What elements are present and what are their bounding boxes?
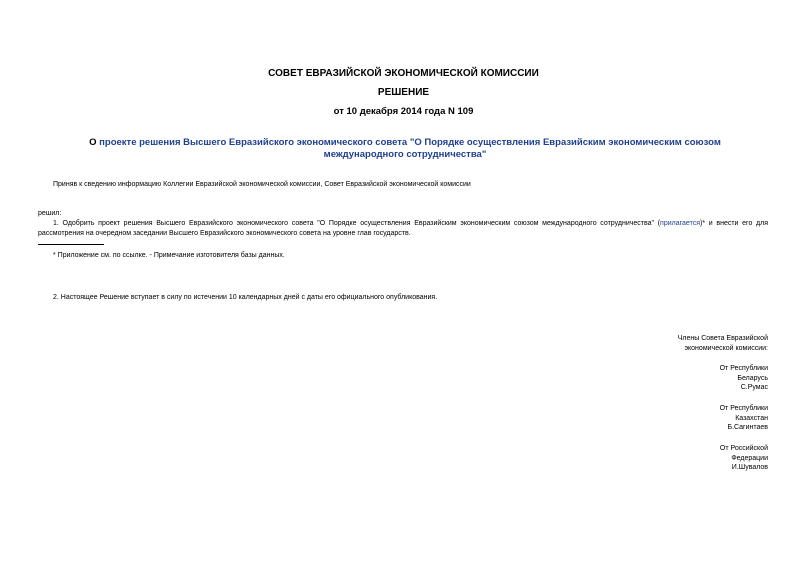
item-1-paragraph bbox=[38, 219, 768, 239]
signature-russia-name: И.Шувалов bbox=[731, 464, 768, 472]
decision-date: от 10 декабря 2014 года N 109 bbox=[333, 106, 474, 117]
signature-belarus-line-1: От Республики bbox=[719, 365, 768, 372]
decision-title: РЕШЕНИЕ bbox=[377, 87, 430, 98]
signature-belarus-line-2: Беларусь bbox=[737, 374, 768, 382]
footnote: * Приложение см. по ссылке. - Примечание изготовителя базы данных. bbox=[53, 252, 285, 259]
signature-kazakhstan-line-2: Казахстан bbox=[735, 414, 768, 422]
signature-belarus bbox=[568, 364, 768, 393]
members-heading bbox=[568, 334, 768, 353]
council-title: СОВЕТ ЕВРАЗИЙСКОЙ ЭКОНОМИЧЕСКОЙ КОМИССИИ bbox=[268, 68, 539, 79]
signature-russia-line-2: Федерации bbox=[731, 454, 768, 462]
resolved-label: решил: bbox=[38, 210, 62, 217]
heading-prefix: О bbox=[89, 137, 100, 148]
members-line-2: экономической комиссии: bbox=[684, 344, 768, 352]
intro-paragraph: Приняв к сведению информацию Коллегии Евразийской экономической комиссии, Совет Евразийской экономической комиссии bbox=[53, 181, 471, 188]
signature-russia bbox=[568, 444, 768, 473]
signature-russia-line-1: От Российской bbox=[719, 445, 768, 452]
signature-belarus-name: С.Румас bbox=[740, 384, 768, 392]
attachment-link[interactable]: прилагается bbox=[660, 220, 700, 227]
item-1-text-after: )* и внести его для рассмотрения на очередном заседании Высшего Евразийского экономического совета на уровне глав государств. bbox=[38, 220, 768, 237]
signature-kazakhstan bbox=[568, 404, 768, 433]
footnote-divider bbox=[38, 244, 104, 245]
document-heading bbox=[60, 137, 750, 161]
item-2-paragraph: 2. Настоящее Решение вступает в силу по истечении 10 календарных дней с даты его официального опубликования. bbox=[53, 294, 438, 301]
signature-kazakhstan-name: Б.Сагинтаев bbox=[727, 424, 768, 432]
signature-kazakhstan-line-1: От Республики bbox=[719, 405, 768, 412]
members-line-1: Члены Совета Евразийской bbox=[677, 335, 768, 342]
draft-decision-link[interactable]: проекте решения Высшего Евразийского экономического совета "О Порядке осуществления Евразийским экономическим союзом международного сотрудничества" bbox=[99, 137, 721, 160]
item-1-text-before: 1. Одобрить проект решения Высшего Евразийского экономического совета "О Порядке осуществления Евразийским экономическим союзом международного сотрудничества" ( bbox=[53, 220, 661, 227]
